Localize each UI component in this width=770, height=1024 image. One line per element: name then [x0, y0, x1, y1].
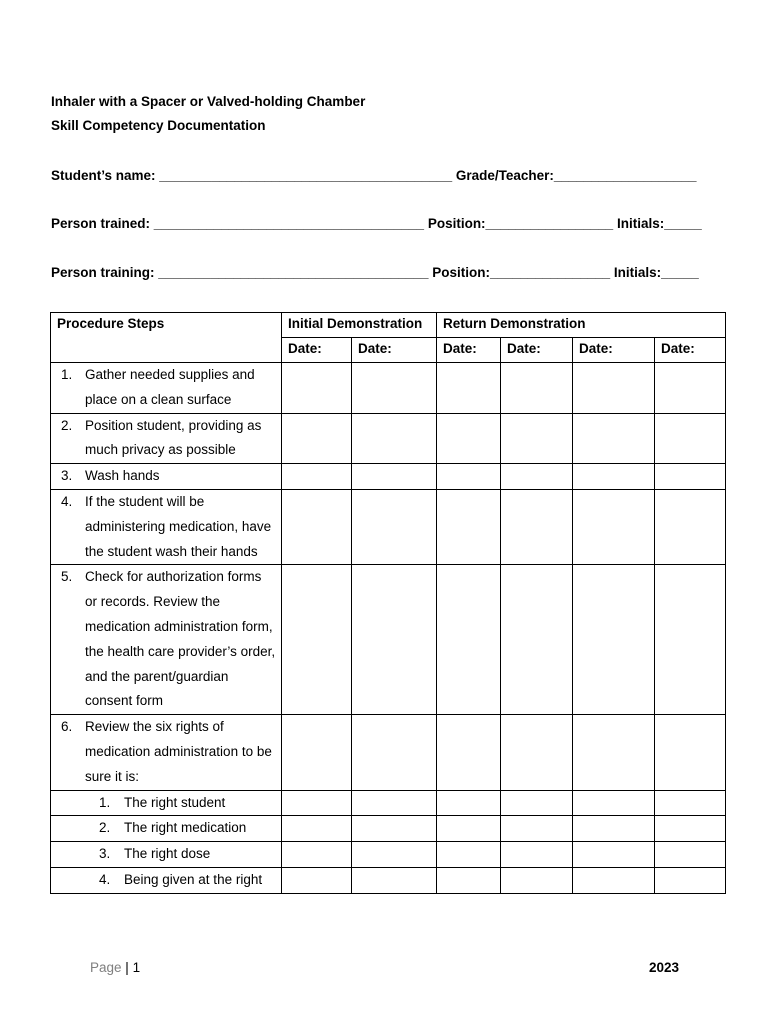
date-cell[interactable]	[437, 363, 501, 414]
date-cell[interactable]	[437, 565, 501, 715]
page-number: 1	[132, 960, 141, 975]
date-cell[interactable]	[573, 464, 655, 490]
date-cell[interactable]	[352, 565, 437, 715]
procedure-step: 1. Gather needed supplies and place on a clean surface	[61, 367, 255, 407]
table-row	[51, 867, 726, 893]
date-cell[interactable]	[573, 565, 655, 715]
date-cell[interactable]	[282, 715, 352, 790]
date-cell[interactable]	[501, 816, 573, 842]
document-subtitle: Skill Competency Documentation	[51, 118, 266, 133]
procedure-step: 5. Check for authorization forms or records. Review the medication administration form, the health care provider’s order, and the parent/guardian consent form	[61, 569, 276, 709]
date-cell[interactable]	[655, 816, 726, 842]
date-cell[interactable]	[352, 715, 437, 790]
date-cell[interactable]	[282, 464, 352, 490]
date-cell[interactable]	[501, 867, 573, 893]
procedure-substep: 1. The right student	[99, 794, 226, 810]
date-cell[interactable]	[655, 489, 726, 564]
procedure-step: 4. If the student will be administering medication, have the student wash their hands	[61, 493, 272, 559]
date-cell[interactable]	[437, 489, 501, 564]
date-cell[interactable]	[282, 816, 352, 842]
return-demonstration-header: Return Demonstration	[437, 313, 726, 338]
date-cell[interactable]	[655, 413, 726, 464]
date-cell[interactable]	[437, 715, 501, 790]
initial-demonstration-header: Initial Demonstration	[282, 313, 437, 338]
date-cell[interactable]	[352, 413, 437, 464]
date-cell[interactable]	[501, 464, 573, 490]
date-cell[interactable]	[501, 715, 573, 790]
date-cell[interactable]	[573, 816, 655, 842]
date-cell[interactable]	[655, 790, 726, 816]
date-cell[interactable]	[501, 790, 573, 816]
date-cell[interactable]	[352, 816, 437, 842]
date-cell[interactable]	[655, 565, 726, 715]
table-row	[51, 842, 726, 868]
date-cell[interactable]	[655, 363, 726, 414]
table-row	[51, 715, 726, 790]
footer-year: 2023	[649, 960, 680, 975]
page-label: Page	[90, 960, 122, 975]
date-header: Date:	[352, 338, 437, 363]
procedure-substep: 3. The right dose	[99, 846, 211, 862]
date-cell[interactable]	[573, 867, 655, 893]
procedure-step: 6. Review the six rights of medication administration to be sure it is:	[61, 719, 272, 784]
procedure-substep: 2. The right medication	[99, 820, 247, 836]
person-training-line: Person training: ____________________________________ Position:________________ Initials:_____	[51, 265, 699, 280]
date-cell[interactable]	[501, 413, 573, 464]
date-cell[interactable]	[437, 867, 501, 893]
date-cell[interactable]	[352, 790, 437, 816]
date-cell[interactable]	[352, 867, 437, 893]
date-cell[interactable]	[437, 790, 501, 816]
table-row	[51, 489, 726, 564]
table-row	[51, 363, 726, 414]
table-row	[51, 565, 726, 715]
procedure-table	[50, 312, 726, 894]
document-title: Inhaler with a Spacer or Valved-holding Chamber	[51, 94, 366, 109]
procedure-steps-header: Procedure Steps	[51, 313, 282, 363]
student-name-line: Student’s name: _______________________________________ Grade/Teacher:___________________	[51, 168, 697, 183]
page-separator: |	[125, 960, 129, 975]
table-row	[51, 816, 726, 842]
date-cell[interactable]	[282, 363, 352, 414]
date-cell[interactable]	[573, 489, 655, 564]
date-cell[interactable]	[282, 565, 352, 715]
date-cell[interactable]	[655, 842, 726, 868]
date-cell[interactable]	[352, 842, 437, 868]
date-cell[interactable]	[352, 489, 437, 564]
table-row	[51, 790, 726, 816]
date-cell[interactable]	[282, 790, 352, 816]
date-cell[interactable]	[573, 363, 655, 414]
date-cell[interactable]	[437, 816, 501, 842]
date-cell[interactable]	[282, 867, 352, 893]
procedure-substep: 4. Being given at the right	[99, 871, 263, 887]
date-cell[interactable]	[573, 413, 655, 464]
date-cell[interactable]	[501, 489, 573, 564]
date-cell[interactable]	[501, 842, 573, 868]
date-cell[interactable]	[573, 715, 655, 790]
date-cell[interactable]	[501, 363, 573, 414]
date-cell[interactable]	[282, 489, 352, 564]
date-cell[interactable]	[501, 565, 573, 715]
date-cell[interactable]	[573, 790, 655, 816]
person-trained-line: Person trained: ____________________________________ Position:_________________ Initials:_____	[51, 216, 702, 231]
date-header: Date:	[655, 338, 726, 363]
date-cell[interactable]	[352, 363, 437, 414]
date-cell[interactable]	[282, 842, 352, 868]
date-header: Date:	[437, 338, 501, 363]
date-cell[interactable]	[655, 867, 726, 893]
table-row	[51, 464, 726, 490]
date-cell[interactable]	[282, 413, 352, 464]
date-cell[interactable]	[573, 842, 655, 868]
date-cell[interactable]	[352, 464, 437, 490]
procedure-step: 2. Position student, providing as much privacy as possible	[61, 417, 262, 458]
date-cell[interactable]	[437, 464, 501, 490]
date-cell[interactable]	[655, 715, 726, 790]
procedure-step: 3. Wash hands	[61, 468, 160, 484]
date-header: Date:	[501, 338, 573, 363]
table-row	[51, 413, 726, 464]
date-header: Date:	[573, 338, 655, 363]
date-cell[interactable]	[437, 413, 501, 464]
date-header: Date:	[282, 338, 352, 363]
page-number-footer	[90, 960, 140, 975]
date-cell[interactable]	[655, 464, 726, 490]
date-cell[interactable]	[437, 842, 501, 868]
